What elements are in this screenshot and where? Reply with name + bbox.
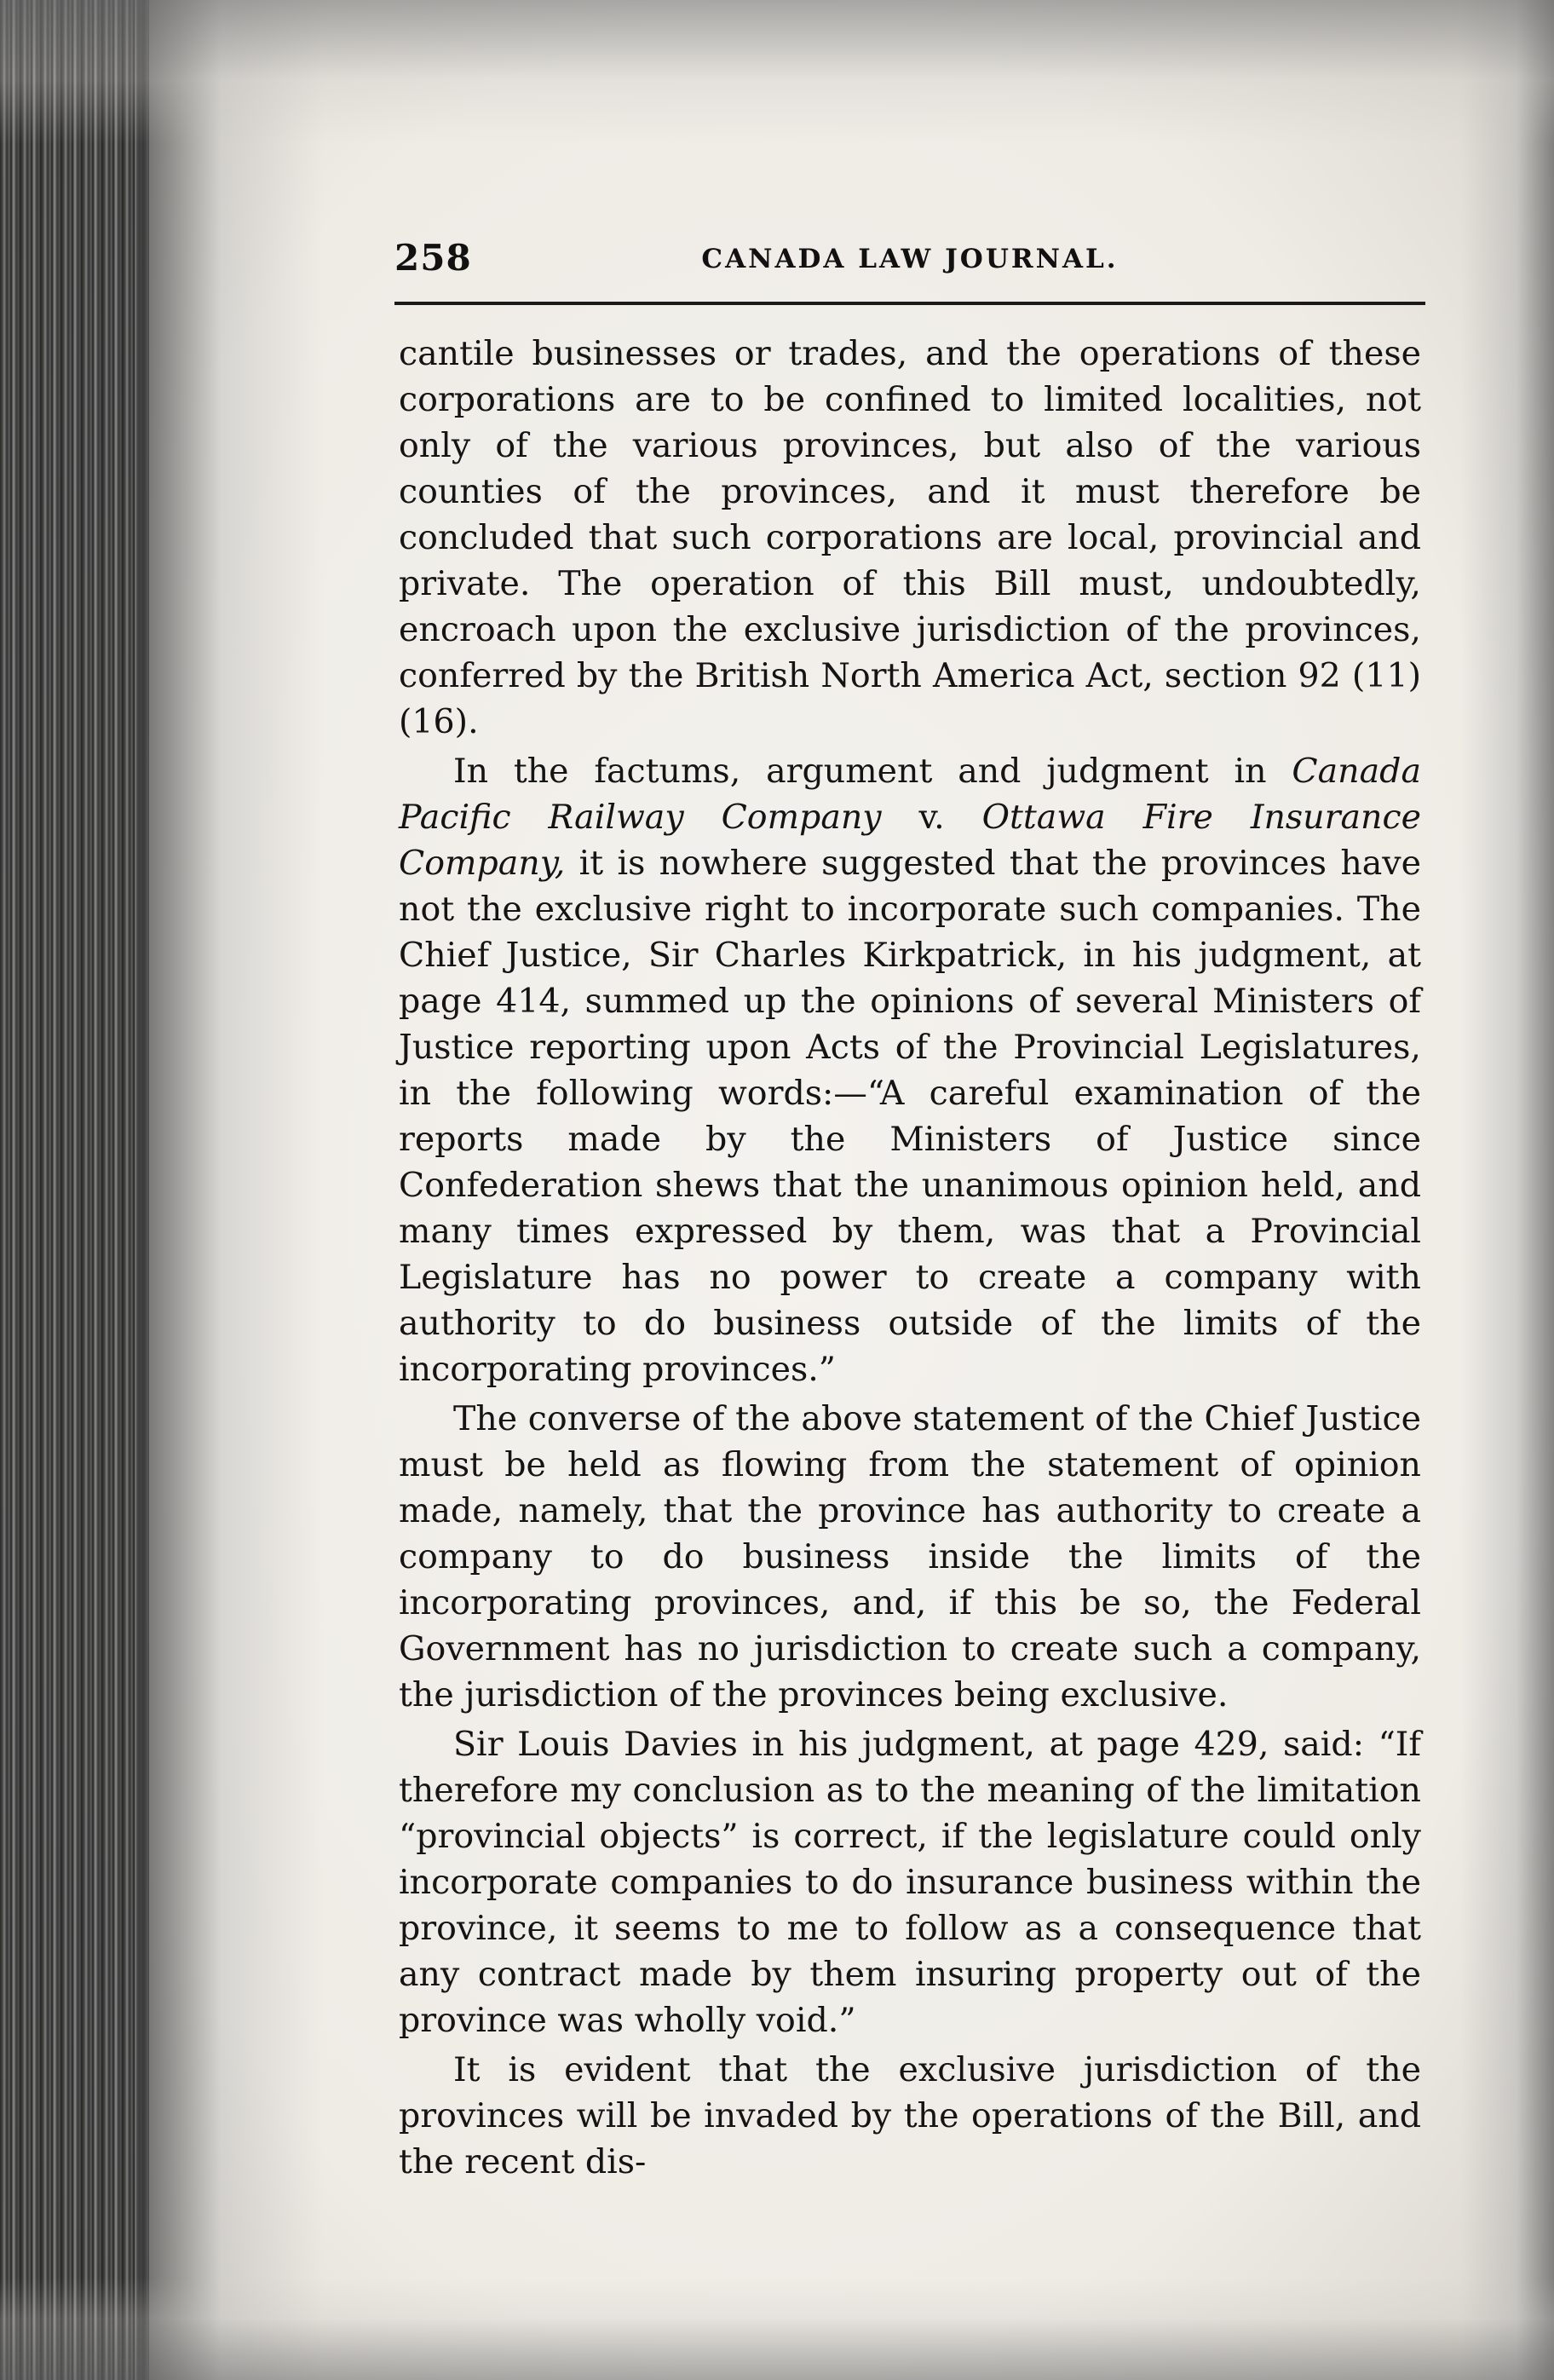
case-name-ottawa-fire: Ottawa Fire Insurance Company, bbox=[399, 798, 1421, 883]
article-body bbox=[399, 331, 1421, 2188]
right-page-edge-shadow bbox=[1460, 0, 1554, 2380]
paragraph-5: It is evident that the exclusive jurisdiction of the provinces will be invaded by the operations of the Bill, and the recent dis- bbox=[399, 2050, 1421, 2181]
paragraph-4: Sir Louis Davies in his judgment, at page 429, said: “If therefore my conclusion as to the meaning of the limitation “provincial objects” is correct, if the legislature could only incorporate companies to do insurance business within the province, it seems to me to follow as a consequence that any contract made by them insuring property out of the province was wholly void.” bbox=[399, 1725, 1421, 2040]
page-number: 258 bbox=[394, 237, 472, 279]
paragraph-2-text-after: it is nowhere suggested that the provinces have not the exclusive right to incorporate such companies. The Chief Justice, Sir Charles Kirkpatrick, in his judgment, at page 414, summed up the opinions of several Ministers of Justice reporting upon Acts of the Provincial Legislatures, in the following words:—“A careful examination of the reports made by the Ministers of Justice since Confederation shews that the unanimous opinion held, and many times expressed by them, was that a Provincial Legislature has no power to create a company with authority to do business outside of the limits of the incorporating provinces.” bbox=[399, 844, 1421, 1389]
page-header bbox=[394, 237, 1425, 279]
book-binding-edge bbox=[0, 0, 149, 2380]
case-name-canada-pacific: Canada Pacific Railway Company bbox=[399, 752, 1421, 837]
binding-shadow bbox=[136, 0, 324, 2380]
header-rule bbox=[394, 302, 1425, 305]
paragraph-2 bbox=[399, 748, 1421, 1392]
paragraph-3: The converse of the above statement of the Chief Justice must be held as flowing from the statement of opinion made, namely, that the province has authority to create a company to do business inside the limits of the incorporating provinces, and, if this be so, the Federal Government has no jurisdiction to create such a company, the jurisdiction of the provinces being exclusive. bbox=[399, 1399, 1421, 1714]
paragraph-1: cantile businesses or trades, and the operations of these corporations are to be confined to limited localities, not only of the various provinces, but also of the various counties of the provinces, and it must therefore be concluded that such corporations are local, provincial and private. The operation of this Bill must, undoubtedly, encroach upon the exclusive jurisdiction of the provinces, conferred by the British North America Act, section 92 (11) (16). bbox=[399, 334, 1421, 741]
running-head: CANADA LAW JOURNAL. bbox=[701, 244, 1119, 274]
bottom-page-edge-shadow bbox=[0, 2278, 1554, 2380]
paragraph-2-text-before: In the factums, argument and judgment in bbox=[453, 752, 1292, 791]
paragraph-2-text-mid: v. bbox=[881, 798, 982, 837]
top-page-edge-shadow bbox=[0, 0, 1554, 145]
